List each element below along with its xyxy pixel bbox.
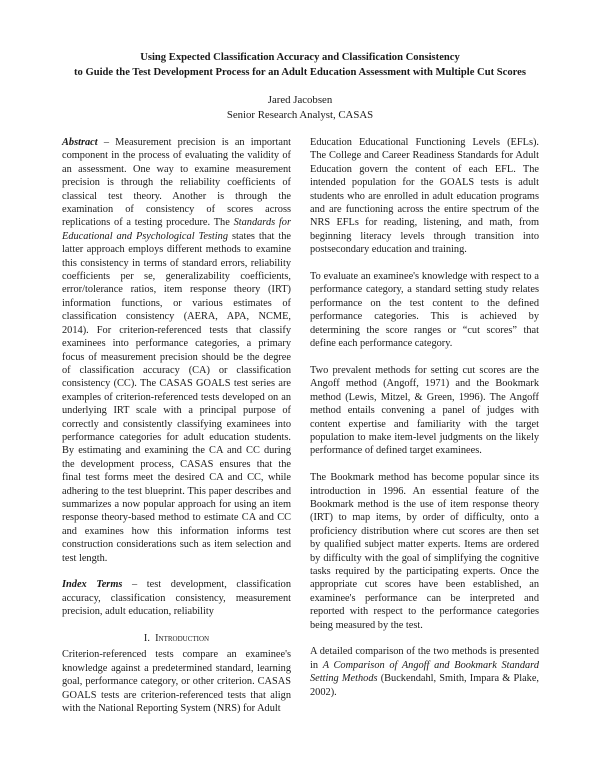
title-line-1: Using Expected Classification Accuracy and Classification Consistency xyxy=(140,52,460,63)
paragraph-methods: Two prevalent methods for setting cut scores are the Angoff method (Angoff, 1971) and the Bookmark method (Lewis, Mitzel, & Green, 1996). The Angoff method entails convening a panel of judges with content expertise and familiarity with the target population to make item-level judgments on the likely performance of defined target examinees. xyxy=(310,364,539,457)
abstract xyxy=(62,136,291,565)
paragraph-comparison xyxy=(310,645,539,699)
paragraph-standard-setting: To evaluate an examinee's knowledge with respect to a performance category, a standard setting study relates performance on the test content to the defined performance categories. This is achieved by determining the score ranges or “cut scores” that define each performance category. xyxy=(310,271,539,350)
comparison-text-1: A detailed comparison of the two methods is presented in xyxy=(310,646,539,671)
author-name: Jared Jacobsen xyxy=(267,94,333,106)
paragraph-bookmark: The Bookmark method has become popular since its introduction in 1996. An essential feature of the Bookmark method is the use of item response theory (IRT) to map items, by order of difficulty, onto a proficiency distribution where cut scores are then set by qualified subject matter experts. Items are ordered by difficulty with the goal of simplifying the cognitive tasks required by the participating experts. Once the appropriate cut scores have been established, an examinee's performance can be interpreted and reported with respect to the performance categories being measured by the test. xyxy=(310,472,539,631)
index-terms-label: Index Terms xyxy=(62,579,123,591)
comparison-text-2: (Buckendahl, Smith, Impara & Plake, 2002). xyxy=(310,673,540,698)
abstract-text-2: states that the latter approach employs different methods to examine this consistency in terms of standard errors, reliability coefficients per se, generalizability coefficients, error/tolerance ratios, item response theory (IRT) information functions, or various estimates of classification consistency (AERA, APA, NCME, 2014). For criterion-referenced tests that classify examinees into performance categories, a primary focus of measurement precision should be the degree of classification accuracy (CA) or classification consistency (CC). The CASAS GOALS test series are examples of criterion-referenced tests developed on an underlying IRT scale with a principal purpose of correctly and consistently classifying examinees into performance categories for adult education students. By estimating and examining the CA and CC during the development process, CASAS ensures that the final test forms meet the desired CA and CC, while adhering to the test blueprint. This paper describes and summarizes a now popular approach for using an item response theory-based method to estimate CA and CC and examines how this information informs test construction considerations such as item selection and test length. xyxy=(62,230,291,564)
author-affiliation: Senior Research Analyst, CASAS xyxy=(226,109,374,121)
abstract-text-1: – Measurement precision is an important component in the process of evaluating the validity of an assessment. One way to examine measurement precision is through the reliability coefficients of classical test theory. Another is through the examination of consistency of scores across replications of a testing procedure. The xyxy=(62,137,291,229)
paragraph-efl: Education Educational Functioning Levels (EFLs). The College and Career Readiness Standards for Adult Education govern the content of each EFL. The intended population for the GOALS tests is adult students who are enrolled in adult education programs and are functioning across the entire spectrum of the NRS EFLs for reading, listening, and math, from beginning literacy levels through transition into postsecondary education and training. xyxy=(310,137,539,256)
index-terms-text: – test development, classification accuracy, classification consistency, measurement precision, adult education, reliability xyxy=(62,579,291,618)
abstract-standards-title: Standards for Educational and Psychological Testing xyxy=(62,217,292,242)
index-terms xyxy=(62,578,291,618)
left-column xyxy=(62,136,291,729)
comparison-citation-title: A Comparison of Angoff and Bookmark Standard Setting Methods xyxy=(310,659,539,685)
right-column xyxy=(310,136,539,712)
intro-paragraph: Criterion-referenced tests compare an examinee's knowledge against a predetermined standard, learning goal, performance category, or other criterion. CASAS GOALS tests are criterion-referenced tests that align with the National Reporting System (NRS) for Adult xyxy=(62,649,291,715)
section-number: I. xyxy=(143,633,150,644)
section-heading xyxy=(62,632,291,645)
author-block xyxy=(0,93,600,123)
section-title: Introduction xyxy=(155,633,210,644)
abstract-label: Abstract xyxy=(62,137,98,148)
title-line-2: to Guide the Test Development Process for an Adult Education Assessment with Multiple Cut Scores xyxy=(73,67,526,78)
paper-title xyxy=(0,50,600,80)
